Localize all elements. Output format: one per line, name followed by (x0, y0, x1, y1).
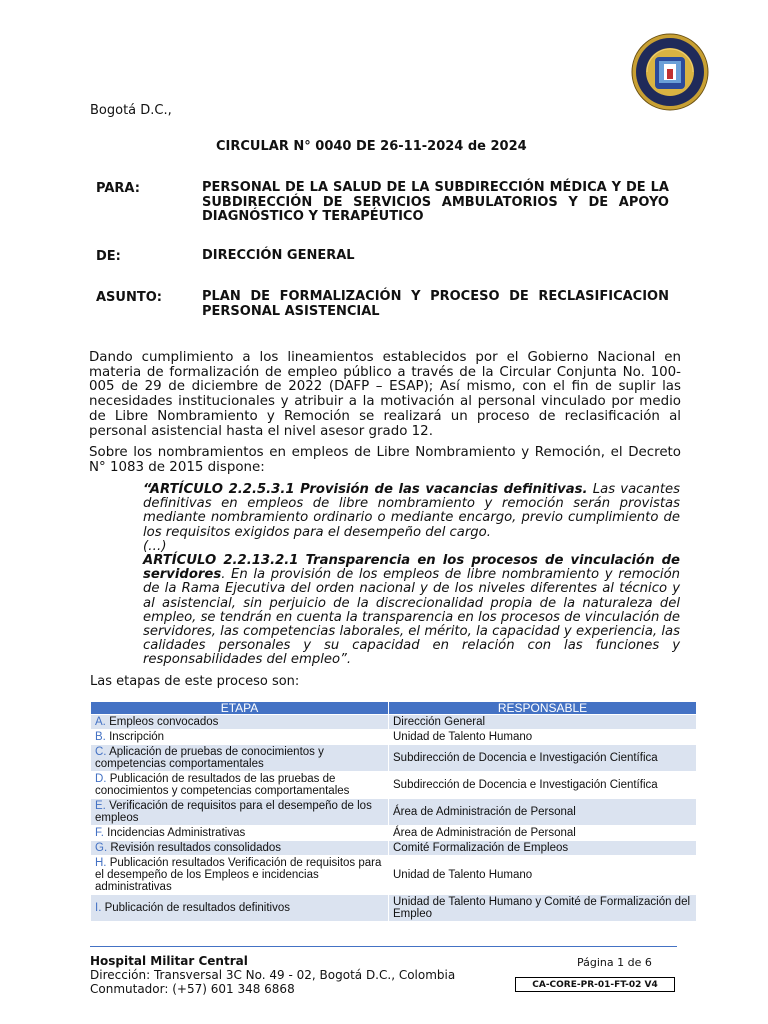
table-row (91, 856, 697, 895)
responsable-cell: Comité Formalización de Empleos (389, 841, 697, 856)
stage-letter: D. (95, 773, 107, 785)
stage-letter: H. (95, 857, 107, 869)
etapa-cell (91, 856, 389, 895)
quote1-text: Las vacantes definitivas en empleos de libre nombramiento y remoción serán provistas mediante nombramiento ordinario o mediante encargo, previo cumplimiento de los requisitos exigidos para el desempeño del cargo. (143, 482, 681, 540)
footer-phone: Conmutador: (+57) 601 348 6868 (90, 982, 295, 996)
decree-quote (143, 483, 680, 668)
table-row (91, 799, 697, 826)
document-code: CA-CORE-PR-01-FT-02 V4 (515, 977, 675, 992)
responsable-cell: Subdirección de Docencia e Investigación Científica (389, 772, 697, 799)
etapa-cell (91, 730, 389, 745)
decree-paragraph: Sobre los nombramientos en empleos de Libre Nombramiento y Remoción, el Decreto N° 1083 de 2015 dispone: (89, 445, 681, 475)
intro-paragraph: Dando cumplimiento a los lineamientos establecidos por el Gobierno Nacional en materia de formalización de empleo público a través de la Circular Conjunta No. 100-005 de 29 de diciembre de 2022 (DAFP – ESAP); Así mismo, con el fin de suplir las necesidades institucionales y atribuir a la motivación al personal vinculado por medio de Libre Nombramiento y Remoción se realizará un proceso de reclasificación al personal asistencial hasta el nivel asesor grado 12. (89, 350, 681, 439)
de-label: DE: (96, 249, 121, 264)
quote1-heading: “ARTÍCULO 2.2.5.3.1 Provisión de las vacancias definitivas. (143, 482, 588, 497)
hospital-seal-logo (631, 33, 709, 111)
header-responsable: RESPONSABLE (389, 702, 697, 715)
etapa-cell (91, 772, 389, 799)
stage-name: Revisión resultados consolidados (110, 842, 282, 854)
stage-letter: G. (95, 842, 108, 854)
quote2-heading: ARTÍCULO 2.2.13.2.1 Transparencia en los procesos de vinculación de servidores (143, 553, 680, 583)
header-etapa: ETAPA (91, 702, 389, 715)
stage-letter: B. (95, 731, 106, 743)
para-label: PARA: (96, 181, 140, 196)
stage-letter: C. (95, 746, 107, 758)
responsable-cell: Unidad de Talento Humano (389, 730, 697, 745)
responsable-cell: Subdirección de Docencia e Investigación Científica (389, 745, 697, 772)
stage-name: Publicación de resultados de las pruebas de conocimientos y competencias comportamentales (95, 773, 350, 797)
stage-name: Verificación de requisitos para el desempeño de los empleos (95, 800, 372, 824)
footer-divider (90, 946, 677, 947)
stage-letter: A. (95, 716, 106, 728)
asunto-label: ASUNTO: (96, 290, 162, 305)
stage-letter: I. (95, 902, 102, 914)
city-date-line: Bogotá D.C., (90, 103, 172, 118)
stage-name: Inscripción (109, 731, 165, 743)
stage-letter: E. (95, 800, 106, 812)
circular-title: CIRCULAR N° 0040 DE 26-11-2024 de 2024 (216, 139, 527, 154)
etapa-cell (91, 841, 389, 856)
asunto-value: PLAN DE FORMALIZACIÓN Y PROCESO DE RECLASIFICACION PERSONAL ASISTENCIAL (202, 289, 669, 319)
stage-name: Publicación resultados Verificación de requisitos para el desempeño de los Empleos e incidencias administrativas (95, 857, 382, 893)
table-row (91, 895, 697, 922)
quote-ellipsis: (…) (143, 538, 167, 554)
stage-name: Incidencias Administrativas (107, 827, 246, 839)
responsable-cell: Área de Administración de Personal (389, 826, 697, 841)
etapa-cell (91, 895, 389, 922)
footer-institution: Hospital Militar Central (90, 954, 248, 968)
responsable-cell: Área de Administración de Personal (389, 799, 697, 826)
table-row (91, 715, 697, 730)
table-row (91, 772, 697, 799)
stage-name: Publicación de resultados definitivos (104, 902, 290, 914)
etapa-cell (91, 715, 389, 730)
stage-name: Empleos convocados (109, 716, 219, 728)
footer-address: Dirección: Transversal 3C No. 49 - 02, Bogotá D.C., Colombia (90, 968, 456, 982)
stage-name: Aplicación de pruebas de conocimientos y competencias comportamentales (95, 746, 324, 770)
responsable-cell: Unidad de Talento Humano y Comité de Formalización del Empleo (389, 895, 697, 922)
table-header-row (91, 702, 697, 715)
etapa-cell (91, 826, 389, 841)
responsable-cell: Dirección General (389, 715, 697, 730)
page-number: Página 1 de 6 (577, 956, 652, 969)
table-row (91, 745, 697, 772)
table-row (91, 841, 697, 856)
para-value: PERSONAL DE LA SALUD DE LA SUBDIRECCIÓN MÉDICA Y DE LA SUBDIRECCIÓN DE SERVICIOS AMBULATORIOS Y DE APOYO DIAGNÓSTICO Y TERAPÉUTICO (202, 180, 669, 224)
stages-table (90, 701, 697, 922)
responsable-cell: Unidad de Talento Humano (389, 856, 697, 895)
quote2-text: . En la provisión de los empleos de libre nombramiento y remoción de la Rama Ejecutiva del orden nacional y de los niveles diferentes al técnico y al asistencial, sin perjuicio de la discrecionalidad propia de la naturaleza del empleo, se tendrán en cuenta la transparencia en los procesos de vinculación de servidores, las competencias laborales, el mérito, la capacidad y experiencia, las calidades personales y su capacidad en relación con las funciones y responsabilidades del empleo”. (143, 567, 680, 668)
stages-intro: Las etapas de este proceso son: (90, 674, 300, 689)
de-value: DIRECCIÓN GENERAL (202, 248, 355, 263)
table-row (91, 730, 697, 745)
table-row (91, 826, 697, 841)
etapa-cell (91, 799, 389, 826)
stage-letter: F. (95, 827, 104, 839)
etapa-cell (91, 745, 389, 772)
